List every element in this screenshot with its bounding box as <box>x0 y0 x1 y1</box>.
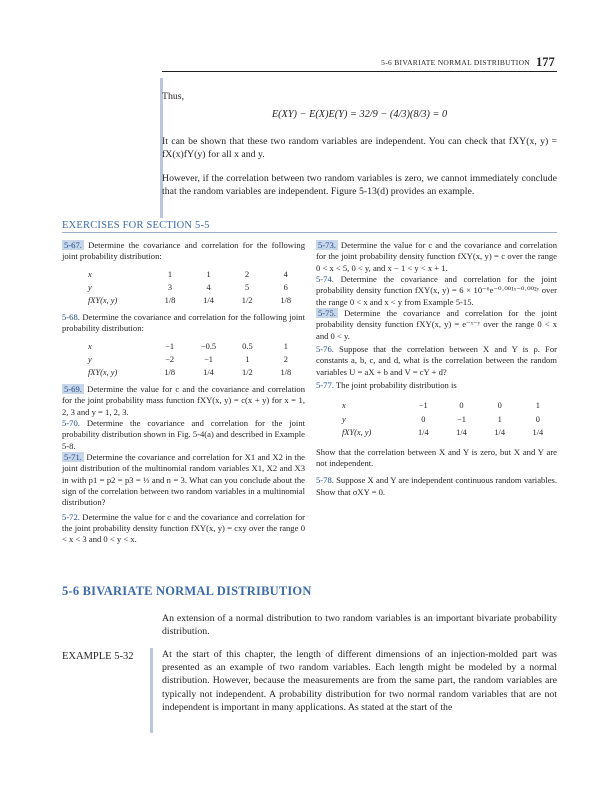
table-label: y <box>88 354 92 364</box>
exercise-5-67 <box>62 240 305 263</box>
table-cell: −1 <box>165 341 175 351</box>
distribution-table-5-68 <box>88 340 305 379</box>
table-label: y <box>342 414 346 424</box>
table-cell: −0.5 <box>200 341 217 351</box>
header-rule <box>162 71 557 72</box>
exercise-text: Determine the covariance and correlation for the joint probability density function fXY(x, y) = 6 × 10⁻⁶e⁻⁰·⁰⁰¹ˣ⁻⁰·⁰⁰²ʸ over the range 0 < x and x < y from Example 5-15. <box>316 274 557 307</box>
page-number: 177 <box>536 55 555 69</box>
table-cell: 1/8 <box>280 295 292 305</box>
exercise-number: 5-69. <box>64 383 82 394</box>
table-cell: 1/4 <box>532 427 544 437</box>
exercise-text: Determine the covariance and correlation for the joint probability density function fXY(x, y) = e⁻ˣ⁻ʸ over the range 0 < x and 0 < y. <box>316 308 557 341</box>
exercises-heading: EXERCISES FOR SECTION 5-5 <box>62 220 210 231</box>
table-cell: 1/4 <box>203 295 214 305</box>
table-cell: 1/4 <box>456 427 467 437</box>
table-cell: 3 <box>167 282 173 292</box>
table-cell: 0.5 <box>242 341 253 351</box>
exercise-text: The joint probability distribution is <box>335 380 457 391</box>
exercise-number: 5-73. <box>318 240 336 250</box>
table-label: fXY(x, y) <box>88 295 118 305</box>
table-cell: −1 <box>418 401 428 411</box>
exercise-number: 5-75. <box>318 308 336 319</box>
exercise-number: 5-68. <box>62 311 80 322</box>
exercise-number: 5-78. <box>316 475 334 486</box>
exercise-number: 5-72. <box>62 511 80 522</box>
table-cell: −1 <box>457 414 466 424</box>
exercise-5-72 <box>62 512 305 546</box>
section-title: 5-6 BIVARIATE NORMAL DISTRIBUTION <box>62 584 312 598</box>
running-head: 5-6 BIVARIATE NORMAL DISTRIBUTION <box>381 58 530 67</box>
table-cell: 1/2 <box>241 295 253 305</box>
table-cell: 2 <box>245 269 250 279</box>
exercise-number: 5-71. <box>64 452 82 462</box>
table-cell: 1/4 <box>417 427 429 437</box>
table-cell: −1 <box>204 354 213 364</box>
table-label: x <box>342 401 346 411</box>
exercise-5-70 <box>62 418 305 452</box>
exercise-5-78 <box>316 475 557 498</box>
exercise-text: Determine the value for c and the covariance and correlation for the joint probability mass function fXY(x, y) = c(x + y) for x = 1, 2, 3 and y = 1, 2, 3. <box>62 383 305 417</box>
exercise-number: 5-67. <box>64 240 82 250</box>
table-cell: 0 <box>535 414 540 424</box>
table-cell: 0 <box>497 401 502 411</box>
exercise-5-73 <box>316 240 557 274</box>
table-cell: 1/2 <box>242 367 253 377</box>
table-cell: 1/8 <box>280 367 292 377</box>
distribution-table-5-77 <box>342 399 557 438</box>
exercise-5-75 <box>316 308 557 342</box>
table-label: x <box>88 269 92 279</box>
exercise-5-76 <box>316 344 557 378</box>
table-cell: 1 <box>206 269 211 279</box>
table-cell: 2 <box>283 354 288 364</box>
table-cell: 1 <box>167 269 173 279</box>
table-cell: 0 <box>459 401 464 411</box>
table-label: x <box>88 341 92 351</box>
example-bar <box>150 648 153 733</box>
table-cell: 1/4 <box>203 367 214 377</box>
table-label: y <box>88 282 92 292</box>
exercise-5-74 <box>316 274 557 308</box>
left-column <box>62 240 305 546</box>
correlation-paragraph: However, if the correlation between two random variables is zero, we cannot immediately conclude that the random variables are independent. Figure 5-13(d) provides an example. <box>162 173 557 198</box>
table-label: fXY(x, y) <box>342 427 372 437</box>
exercise-text: Determine the covariance and correlation for the following joint probability distribution: <box>62 240 305 262</box>
exercise-5-77 <box>316 380 557 391</box>
example-text: At the start of this chapter, the length of different dimensions of an injection-molded part was presented as an example of two random variables. Each length might be modeled by a normal distribution. However, because the measurements are from the same part, the random variables are typically not independent. A probability distribution for two normal random variables that are not independent is important in many applications. As stated at the start of the <box>162 649 557 713</box>
table-cell: 4 <box>206 282 211 292</box>
distribution-table-5-67 <box>88 268 305 307</box>
table-cell: 1 <box>245 354 250 364</box>
table-cell: 5 <box>245 282 250 292</box>
exercise-text: Determine the covariance and correlation for the following joint probability distribution: <box>62 311 305 334</box>
thus-text: Thus, <box>162 91 185 102</box>
exercise-5-68 <box>62 312 305 335</box>
table-cell: 1 <box>535 401 540 411</box>
table-cell: 1 <box>283 341 288 351</box>
exercise-text: Determine the covariance and correlation for X1 and X2 in the joint distribution of the multinomial random variables X1, X2 and X3 in with p1 = p2 = p3 = ⅓ and n = 3. What can you conclude about the sign of the correlation between two random variables in a multinomial distribution? <box>62 452 305 508</box>
table-cell: 0 <box>421 414 426 424</box>
table-cell: 6 <box>283 282 288 292</box>
table-cell: 1/4 <box>494 427 506 437</box>
table-label: fXY(x, y) <box>88 367 118 377</box>
exercise-5-69 <box>62 384 305 418</box>
exercise-text: Determine the covariance and correlation for the joint probability distribution shown in Fig. 5-4(a) and described in Example 5-8. <box>62 417 305 451</box>
exercise-number: 5-74. <box>316 274 334 285</box>
table-cell: −2 <box>165 354 175 364</box>
exercise-number: 5-70. <box>62 417 80 428</box>
exercise-text: Suppose X and Y are independent continuous random variables. Show that σXY = 0. <box>316 475 557 497</box>
example-label: EXAMPLE 5-32 <box>62 651 134 662</box>
covariance-equation: E(XY) − E(X)E(Y) = 32/9 − (4/3)(8/3) = 0 <box>271 109 448 120</box>
exercise-text: Suppose that the correlation between X and Y is ρ. For constants a, b, c, and d, what is the correlation between the random variables U = aX + b and V = cY + d? <box>316 344 557 377</box>
exercises-rule <box>62 232 557 233</box>
table-cell: 1/8 <box>164 295 176 305</box>
exercise-number: 5-77. <box>316 380 334 391</box>
independence-paragraph: It can be shown that these two random variables are independent. You can check that fXY(x, y) = fX(x)fY(y) for all x and y. <box>162 136 557 161</box>
exercise-number: 5-76. <box>316 344 334 355</box>
section-intro: An extension of a normal distribution to two random variables is an important bivariate probability distribution. <box>162 613 557 638</box>
table-cell: 4 <box>283 269 288 279</box>
table-cell: 1/8 <box>164 367 176 377</box>
exercise-5-77-followup: Show that the correlation between X and Y is zero, but X and Y are not independent. <box>316 446 557 469</box>
exercise-5-71 <box>62 452 305 509</box>
table-cell: 1 <box>497 414 502 424</box>
exercise-text: Determine the value for c and the covariance and correlation for the joint probability density function fXY(x, y) = c over the range 0 < x < 5, 0 < y, and x − 1 < y < x + 1. <box>316 240 557 273</box>
exercise-text: Determine the value for c and the covariance and correlation for the joint probability density function fXY(x, y) = cxy over the range 0 < x < 3 and 0 < y < x. <box>62 511 305 545</box>
right-column <box>316 240 557 498</box>
